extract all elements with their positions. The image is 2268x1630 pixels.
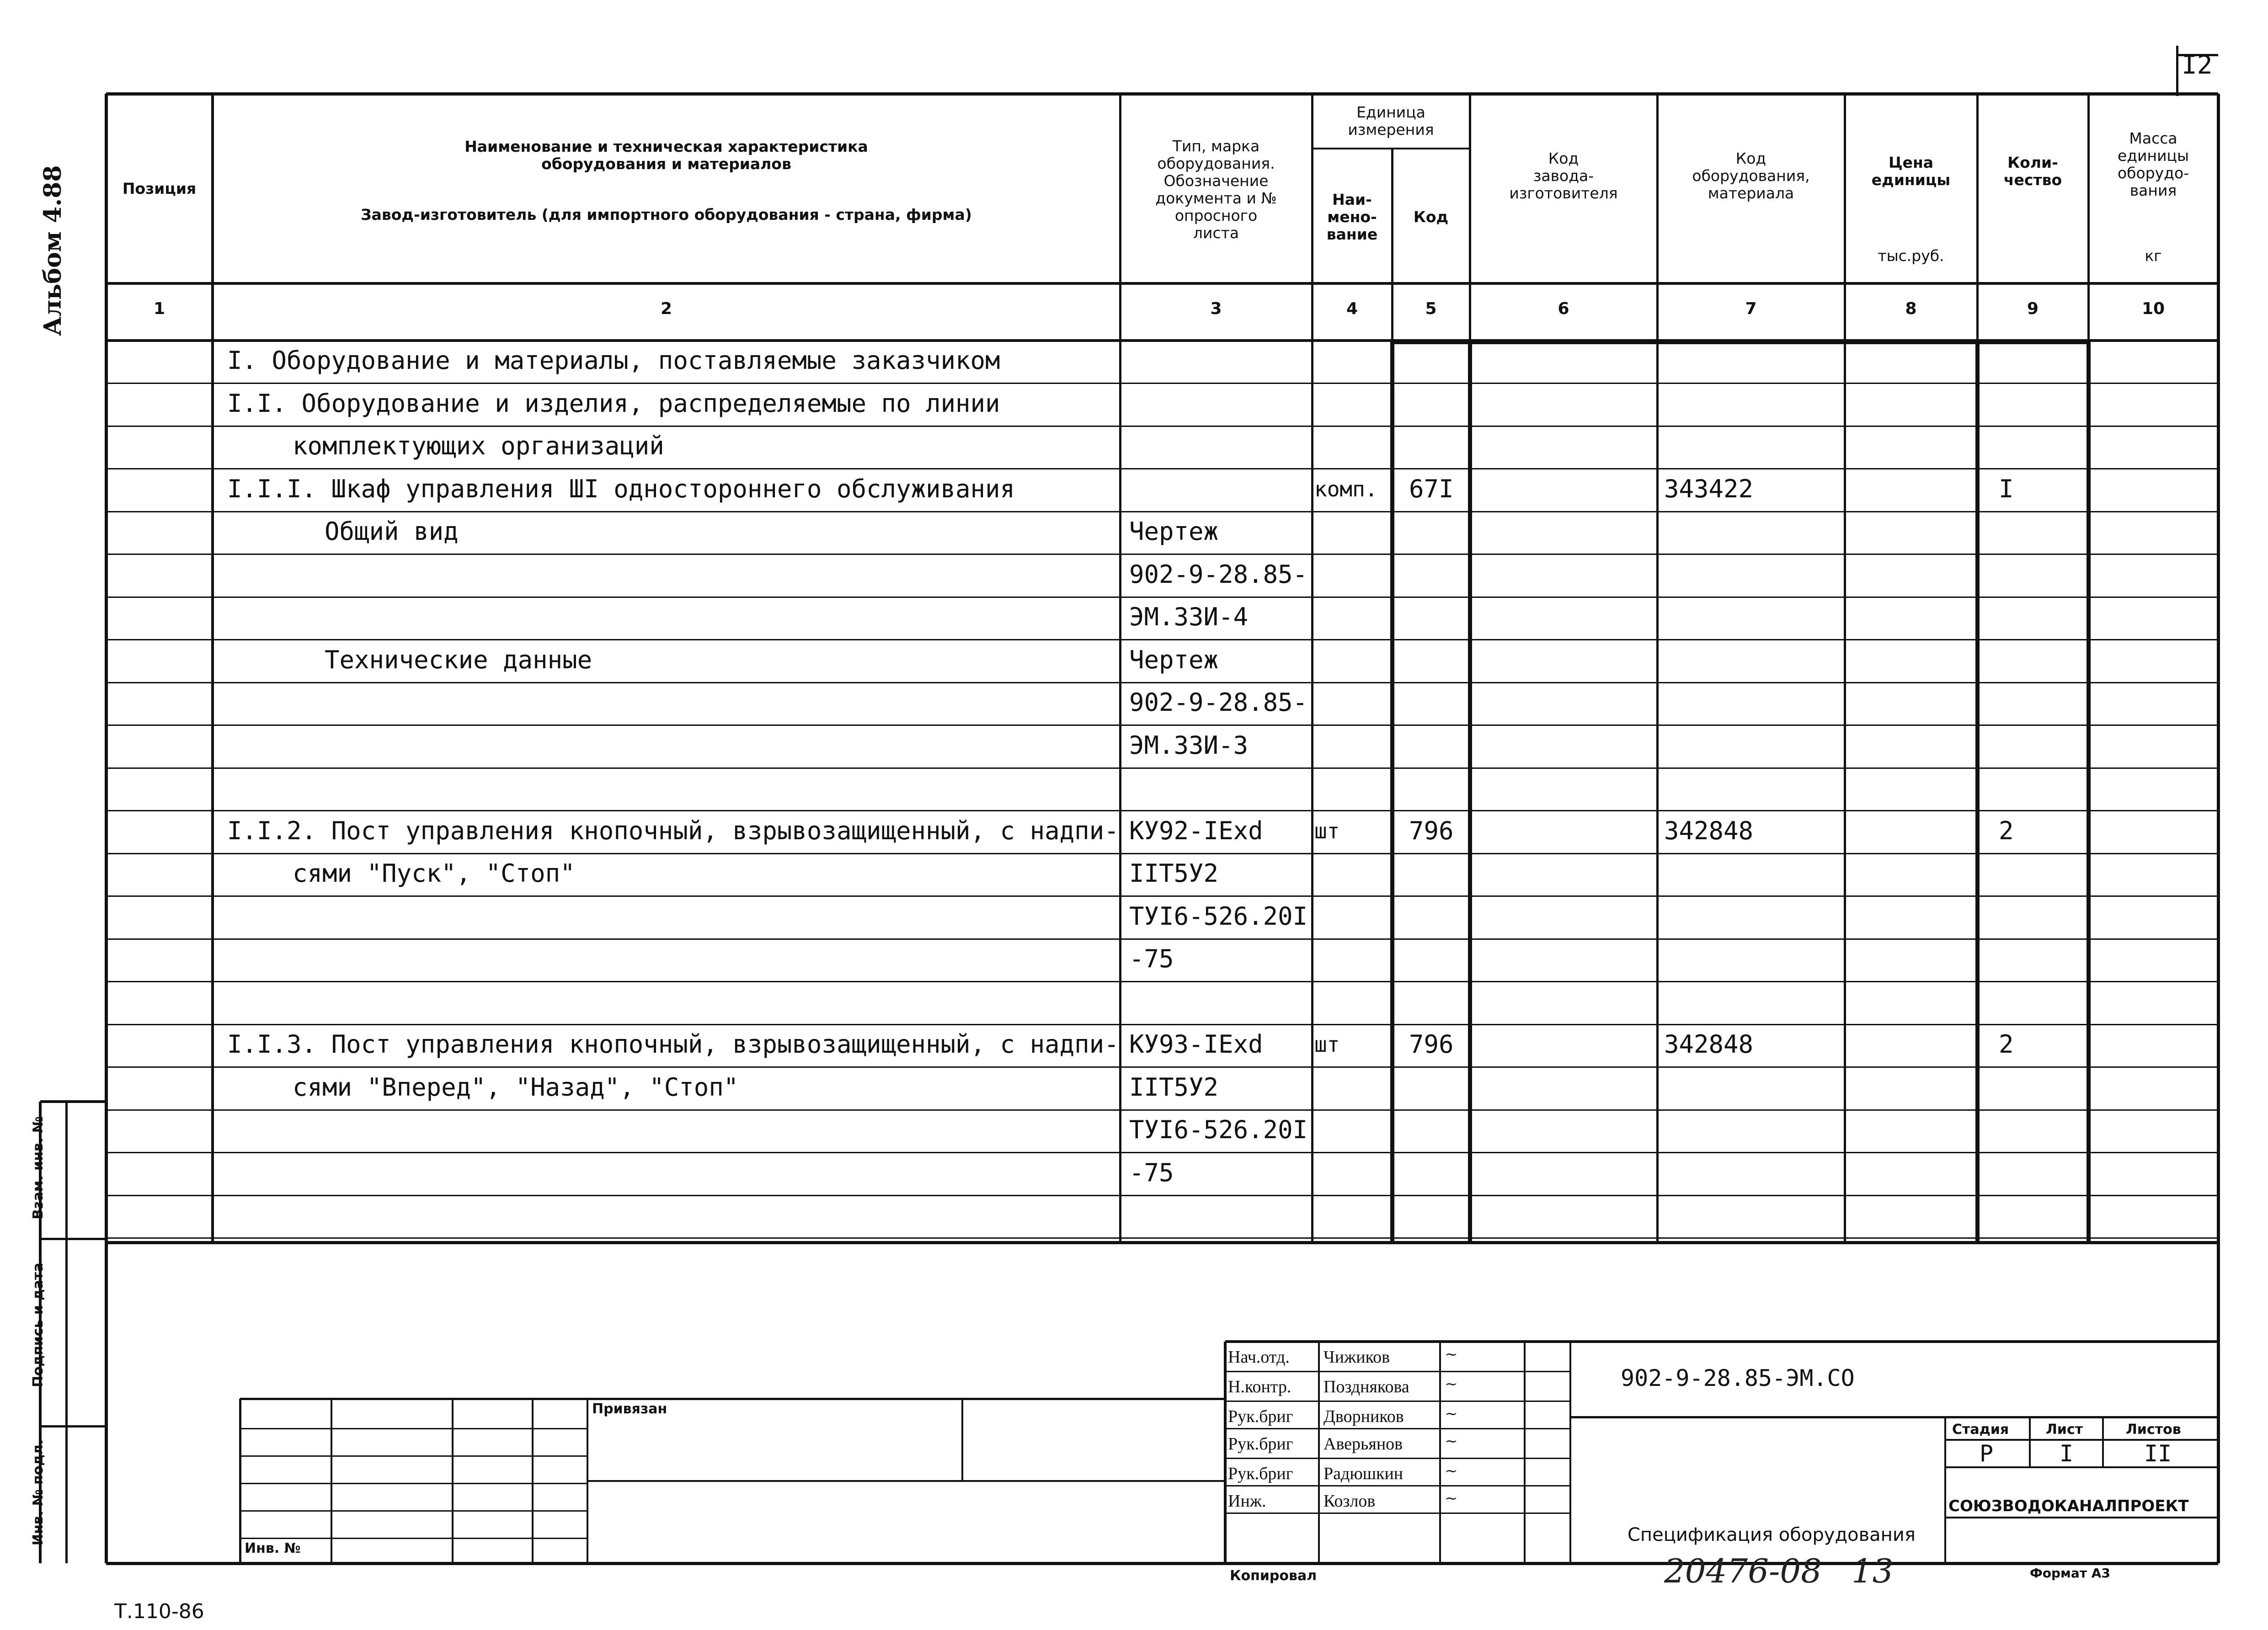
row-document: ЭМ.ЗЗИ-3 [1129,730,1249,760]
row-divider [106,639,2218,640]
signature-mark: ~ [1445,1432,1458,1450]
signature-mark: ~ [1445,1405,1458,1423]
stamp-stage-col [2029,1417,2031,1467]
header-position: Позиция [122,179,197,197]
stamp-title: Спецификация оборудования [1628,1524,1916,1545]
stamp-name: Дворников [1323,1407,1404,1426]
stamp-sheets-header: Листов [2126,1422,2181,1438]
row-quantity: 2 [1999,1030,2014,1059]
stamp-right-left [1224,1342,1227,1563]
column-divider [1119,94,1121,1242]
table-top-border [106,92,2218,96]
header-unit-code: Код [1413,208,1449,226]
row-name: I.I. Оборудование и изделия, распределяемые по линии [227,389,1000,418]
stamp-role-col [1524,1342,1526,1563]
stamp-code-divider [1570,1416,2218,1418]
row-divider [106,1237,2218,1239]
row-equipment-code: 343422 [1664,474,1754,503]
row-document: ТУI6-526.20I [1129,901,1308,931]
side-inv-podl: Инв. № подл. [30,1439,46,1546]
stamp-left-row [240,1428,587,1429]
column-number: 10 [2141,299,2165,318]
column-number: 4 [1346,299,1358,318]
stamp-role-row [1225,1513,1570,1514]
stamp-name: Позднякова [1323,1377,1409,1396]
header-factory-code: Код завода- изготовителя [1509,149,1618,202]
stamp-left-col [452,1399,454,1563]
page-number: I2 [2182,50,2213,80]
stamp-role-row [1225,1458,1570,1459]
row-document: -75 [1129,944,1174,973]
stamp-sheet-value: I [2060,1440,2074,1467]
row-divider [106,810,2218,811]
signature-mark: ~ [1445,1345,1458,1364]
row-unit-name: шт [1314,818,1340,843]
header-unit-price: Цена единицы [1871,154,1951,189]
stamp-privyazan: Привязан [592,1401,667,1417]
row-document: 902-9-28.85- [1129,688,1308,717]
stamp-role-row [1225,1428,1570,1429]
column-number: 5 [1425,299,1437,318]
stamp-org-left [1944,1417,1946,1563]
row-divider [106,767,2218,769]
row-quantity: 2 [1999,816,2014,845]
column-divider [1656,94,1659,1242]
row-document: Чертеж [1129,517,1219,546]
album-label: Альбом 4.88 [39,165,67,336]
bold-divider [1468,341,1472,1242]
stamp-role: Рук.бриг [1228,1407,1293,1426]
row-divider [106,511,2218,512]
stamp-role: Рук.бриг [1228,1464,1293,1483]
header-price-unit: тыс.руб. [1878,247,1944,265]
stamp-role-col [1569,1342,1571,1563]
archive-page: 13 [1852,1552,1894,1590]
stamp-left-row [240,1510,587,1512]
row-divider [106,938,2218,940]
row-unit-name: комп. [1314,476,1378,501]
row-divider [106,383,2218,384]
stamp-stage-col [2102,1417,2104,1467]
header-unit: Единица измерения [1348,103,1434,138]
stamp-role-col [1439,1342,1441,1563]
row-divider [106,468,2218,469]
header-unit-mass: Масса единицы оборудо- вания [2117,129,2189,199]
signature-mark: ~ [1445,1462,1458,1480]
row-divider [106,981,2218,982]
row-divider [106,724,2218,726]
sheet-left-border [105,1242,108,1563]
row-divider [106,1024,2218,1025]
side-vzam: Взам. инв. № [30,1116,46,1220]
stamp-role-row [1225,1401,1570,1402]
stamp-left-row [240,1483,587,1484]
row-divider [106,597,2218,598]
form-code: Т.110-86 [114,1600,204,1623]
archive-number: 20476-08 [1664,1552,1822,1590]
row-unit-code: 796 [1409,1030,1454,1059]
row-quantity: I [1999,474,2014,503]
stamp-left-row [240,1538,587,1539]
format-label: Формат А3 [2030,1566,2110,1581]
row-name: I.I.2. Пост управления кнопочный, взрывозащищенный, с надпи- [227,816,1119,845]
header-quantity: Коли- чество [2003,154,2062,189]
side-strip-divider [40,1425,106,1428]
row-document: Чертеж [1129,645,1219,674]
table-bottom-border [106,1241,2218,1244]
stamp-sheets-value: II [2144,1440,2172,1467]
side-strip-right [65,1102,68,1563]
side-strip-top [40,1100,106,1103]
row-equipment-code: 342848 [1664,1030,1754,1059]
stamp-left-row [240,1455,587,1457]
stamp-stage-header: Стадия [1952,1422,2009,1438]
header-equipment-code: Код оборудования, материала [1692,149,1810,202]
row-document: КУ92-IExd [1129,816,1263,845]
row-unit-code: 796 [1409,816,1454,845]
header-unit-name: Наи- мено- вание [1326,191,1378,243]
column-number: 2 [660,299,672,318]
stamp-name: Козлов [1323,1492,1376,1511]
stamp-name: Аверьянов [1323,1434,1403,1454]
stamp-doc-code: 902-9-28.85-ЭМ.СО [1621,1365,1855,1391]
header-bottom-line [106,282,2218,285]
copied-by-label: Копировал [1230,1568,1317,1584]
column-number: 7 [1745,299,1757,318]
stamp-role: Нач.отд. [1228,1348,1290,1367]
row-name: I.I.I. Шкаф управления ШI одностороннего обслуживания [227,474,1015,503]
column-number: 3 [1210,299,1222,318]
bold-divider [2087,341,2091,1242]
row-name: комплектующих организаций [293,431,664,460]
stamp-role-col [1318,1342,1320,1563]
row-name: сями "Пуск", "Стоп" [293,859,575,888]
column-number: 6 [1558,299,1569,318]
row-name: Общий вид [325,517,459,546]
stamp-role-row [1225,1371,1570,1372]
spacer [1945,1517,2218,1518]
stamp-sheet-header: Лист [2046,1422,2083,1438]
row-equipment-code: 342848 [1664,816,1754,845]
column-number: 1 [153,299,165,318]
stamp-left-top [240,1398,1225,1400]
row-unit-name: шт [1314,1032,1340,1057]
row-unit-code: 67I [1409,474,1454,503]
header-mass-unit: кг [2145,247,2162,265]
signature-mark: ~ [1445,1375,1458,1393]
row-divider [106,1109,2218,1111]
column-number: 9 [2027,299,2039,318]
bold-divider [1975,341,1980,1242]
row-divider [106,1195,2218,1196]
stamp-mid-col [961,1399,963,1481]
row-name: I.I.3. Пост управления кнопочный, взрывозащищенный, с надпи- [227,1030,1119,1059]
stamp-left-col [331,1399,332,1563]
row-divider [106,1152,2218,1153]
stamp-role: Инж. [1228,1492,1266,1511]
side-podpis: Подпись и дата [30,1262,46,1387]
row-document: IIT5У2 [1129,859,1219,888]
header-type-mark: Тип, марка оборудования. Обозначение документа и № опросного листа [1155,137,1277,242]
row-divider [106,895,2218,897]
stamp-inv-no: Инв. № [245,1540,301,1556]
row-document: -75 [1129,1158,1174,1187]
column-number: 8 [1905,299,1917,318]
side-strip-divider [40,1238,106,1240]
bold-divider [1390,341,1394,1242]
page-number-box-left [2176,46,2178,96]
row-divider [106,426,2218,427]
row-document: 902-9-28.85- [1129,559,1308,589]
row-document: ТУI6-526.20I [1129,1115,1308,1144]
row-name: I. Оборудование и материалы, поставляемые заказчиком [227,346,1000,375]
stamp-stage-value: Р [1980,1440,1994,1467]
stamp-role-row [1225,1341,1570,1342]
header-name: Наименование и техническая характеристика оборудования и материалов [464,138,868,173]
stamp-left-col [532,1399,534,1563]
header-manufacturer: Завод-изготовитель (для импортного оборудования - страна, фирма) [361,206,972,224]
row-name: Технические данные [325,645,592,674]
stamp-role: Н.контр. [1228,1377,1291,1396]
stamp-role-row [1225,1485,1570,1486]
signature-mark: ~ [1445,1489,1458,1507]
stamp-name: Чижиков [1323,1348,1390,1367]
row-divider [106,682,2218,683]
stamp-mid-line [587,1480,1225,1482]
stamp-name: Радюшкин [1323,1464,1403,1483]
row-document: КУ93-IExd [1129,1030,1263,1059]
row-divider [106,1066,2218,1068]
bold-top-line [1392,341,2088,344]
row-divider [106,554,2218,555]
row-document: ЭМ.ЗЗИ-4 [1129,602,1249,631]
row-divider [106,853,2218,854]
row-document: IIT5У2 [1129,1072,1219,1102]
row-name: сями "Вперед", "Назад", "Стоп" [293,1072,739,1102]
stamp-role: Рук.бриг [1228,1434,1293,1454]
sheet-bottom-border [106,1562,2218,1565]
stamp-organization: СОЮЗВОДОКАНАЛПРОЕКТ [1948,1497,2189,1515]
